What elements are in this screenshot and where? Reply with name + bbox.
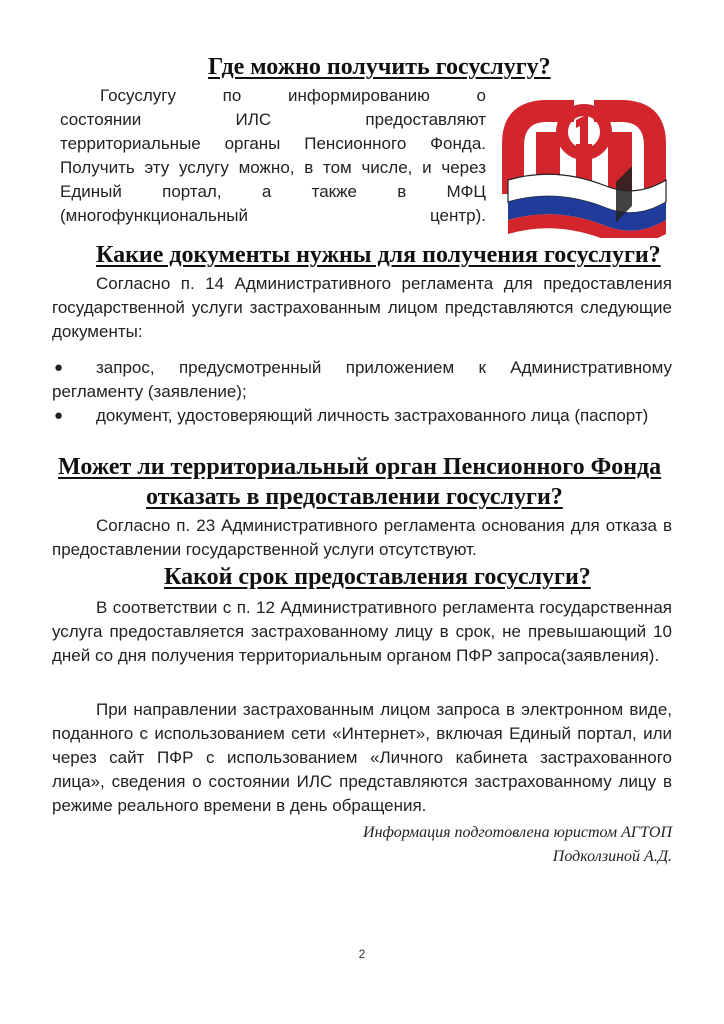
section1-line-1: Госуслугу по информированию о — [100, 86, 486, 105]
section3-text: Согласно п. 23 Административного регламента основания для отказа в предоставлении государственной услуги отсутствуют. — [52, 516, 672, 559]
section1-line-6: (многофункциональный центр). — [60, 206, 486, 225]
heading-deadline: Какой срок предоставления госуслуги? — [164, 564, 591, 590]
pfr-logo — [496, 74, 672, 238]
section1-paragraph — [60, 84, 486, 228]
heading-documents: Какие документы нужны для получения госуслуги? — [96, 242, 661, 268]
section1-line-4: Получить эту услугу можно, в том числе, и через — [60, 158, 486, 177]
bullet-2-text: документ, удостоверяющий личность застрахованного лица (паспорт) — [96, 406, 649, 425]
bullet-1-text: запрос, предусмотренный приложением к Административному регламенту (заявление); — [52, 358, 672, 401]
page-number: 2 — [358, 947, 366, 961]
section2-intro-text: Согласно п. 14 Административного регламента для предоставления государственной услуги застрахованным лицом представляются следующие документы: — [52, 274, 672, 341]
author-credit-line-2: Подколзиной А.Д. — [552, 848, 672, 865]
heading-where-to-get: Где можно получить госуслугу? — [208, 54, 551, 80]
bullet-1-marker: ● — [54, 359, 64, 376]
section2-intro — [52, 272, 672, 344]
bullet-2 — [52, 404, 672, 428]
section1-line-3: территориальные органы Пенсионного Фонда. — [60, 134, 486, 153]
bullet-1 — [52, 356, 672, 404]
author-credit-line-1: Информация подготовлена юристом АГТОП — [363, 824, 672, 841]
section4-text-1: В соответствии с п. 12 Административного регламента государственная услуга предоставляется застрахованному лицу в срок, не превышающий 10 дней со дня получения территориальным органом ПФР запроса(заявления). — [52, 598, 672, 665]
section3-paragraph — [52, 514, 672, 562]
section4-paragraph-2 — [52, 698, 672, 818]
section1-line-2: состоянии ИЛС предоставляют — [60, 110, 486, 129]
section4-paragraph-1 — [52, 596, 672, 668]
section1-line-5: Единый портал, а также в МФЦ — [60, 182, 486, 201]
heading-refusal-line-2: отказать в предоставлении госуслуги? — [146, 484, 563, 510]
bullet-2-marker: ● — [54, 407, 64, 424]
section4-text-2: При направлении застрахованным лицом запроса в электронном виде, поданного с использованием сети «Интернет», включая Единый портал, или через сайт ПФР с использованием «Личного кабинета застрахованного лица», сведения о состоянии ИЛС представляются застрахованному лицу в режиме реального времени в день обращения. — [52, 700, 672, 815]
heading-refusal-line-1: Может ли территориальный орган Пенсионного Фонда — [58, 454, 662, 480]
